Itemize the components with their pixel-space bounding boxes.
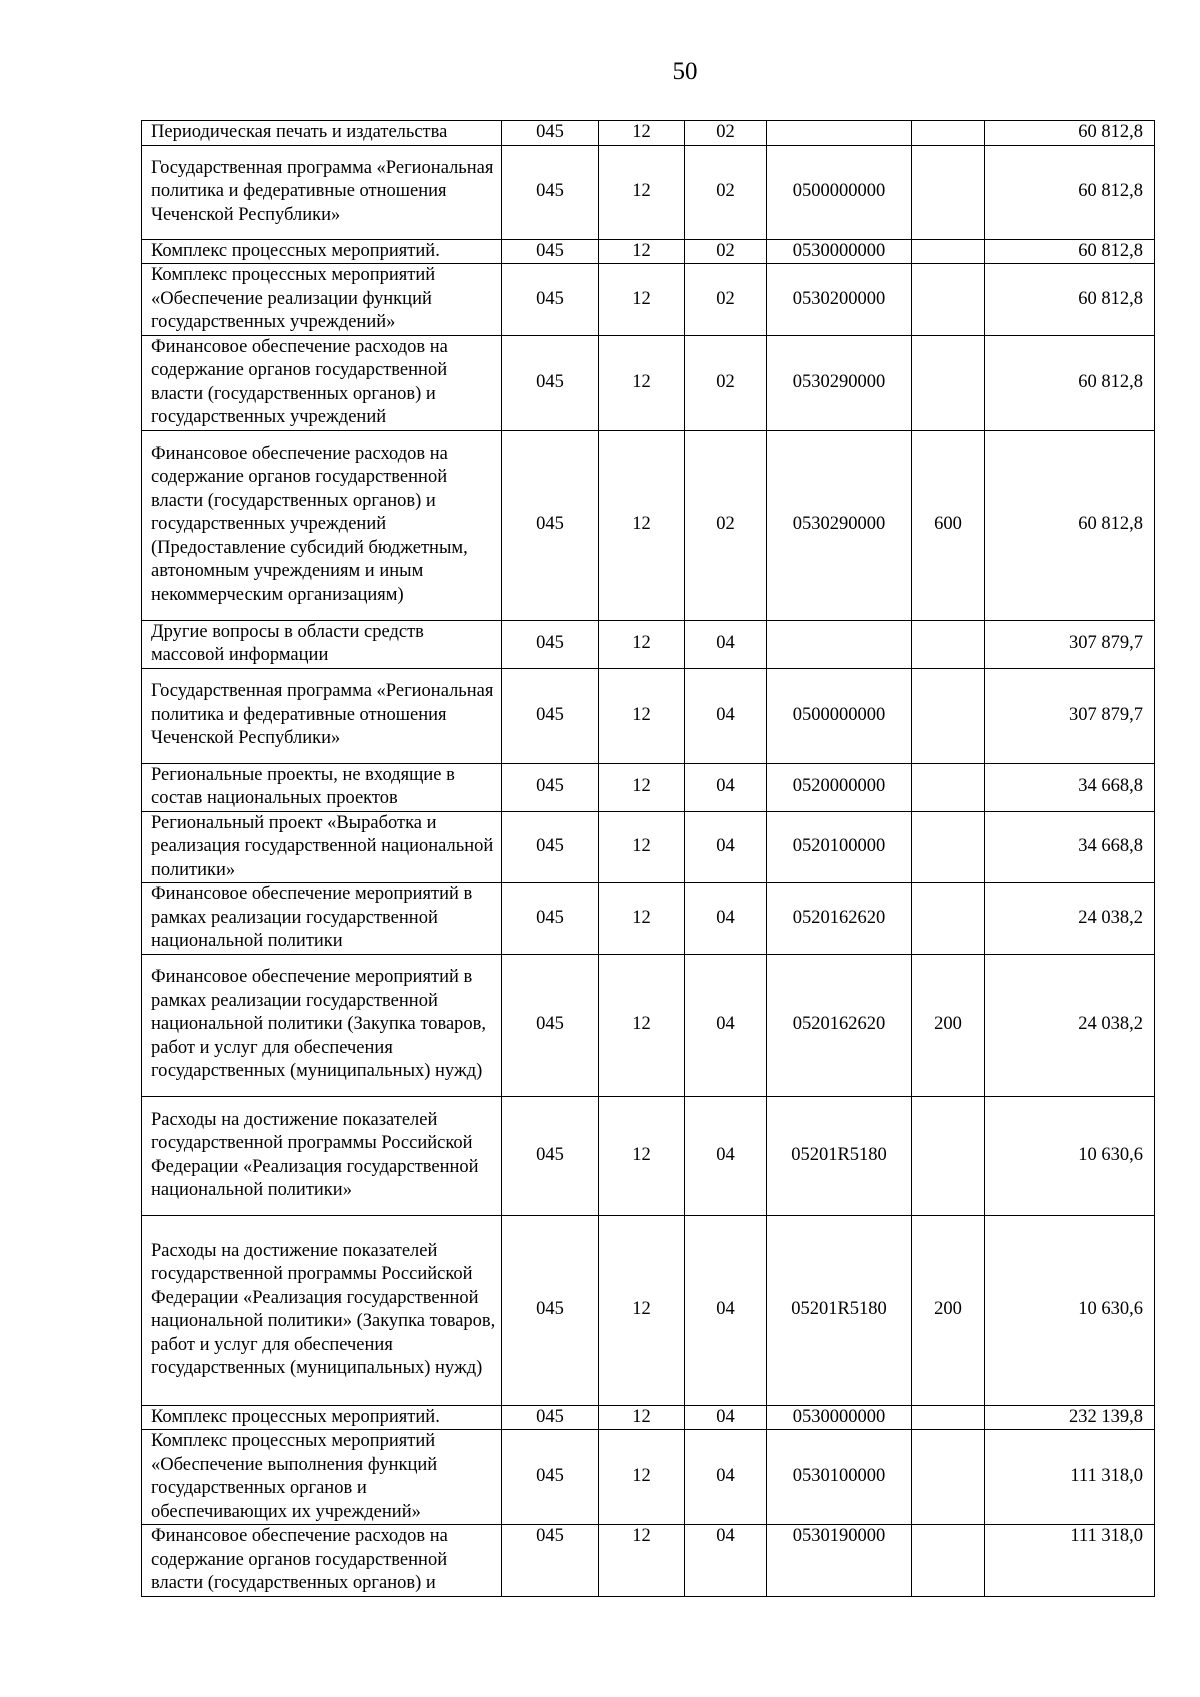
row-sum: 10 630,6	[985, 1215, 1155, 1405]
row-rz: 12	[599, 121, 685, 146]
row-csr: 05201R5180	[767, 1215, 912, 1405]
row-pr: 02	[685, 430, 767, 620]
row-name: Региональный проект «Выработка и реализация государственной национальной политики»	[142, 811, 502, 883]
row-rz: 12	[599, 1430, 685, 1525]
row-sum: 24 038,2	[985, 883, 1155, 955]
row-sum: 60 812,8	[985, 239, 1155, 264]
row-csr: 0530000000	[767, 1405, 912, 1430]
row-name: Расходы на достижение показателей государственной программы Российской Федерации «Реализация государственной национальной политики»	[142, 1096, 502, 1215]
row-pr: 04	[685, 668, 767, 763]
row-csr: 0530290000	[767, 335, 912, 430]
row-pr: 04	[685, 954, 767, 1096]
table-row	[142, 335, 1155, 430]
table-row	[142, 1430, 1155, 1525]
row-rz: 12	[599, 264, 685, 336]
row-sum: 60 812,8	[985, 121, 1155, 146]
row-vr	[912, 145, 985, 239]
row-rz: 12	[599, 883, 685, 955]
row-pr: 04	[685, 883, 767, 955]
row-ved: 045	[502, 430, 599, 620]
row-name: Финансовое обеспечение расходов на содержание органов государственной власти (государственных органов) и государственных учреждений (Предоставление субсидий бюджетным, автономным учреждениям и иным некоммерческим организациям)	[142, 430, 502, 620]
row-name: Государственная программа «Региональная политика и федеративные отношения Чеченской Республики»	[142, 668, 502, 763]
row-rz: 12	[599, 1215, 685, 1405]
row-name: Финансовое обеспечение мероприятий в рамках реализации государственной национальной политики (Закупка товаров, работ и услуг для обеспечения государственных (муниципальных) нужд)	[142, 954, 502, 1096]
row-ved: 045	[502, 239, 599, 264]
row-csr: 0520100000	[767, 811, 912, 883]
row-sum: 307 879,7	[985, 620, 1155, 668]
row-name: Другие вопросы в области средств массовой информации	[142, 620, 502, 668]
row-rz: 12	[599, 335, 685, 430]
row-ved: 045	[502, 1096, 599, 1215]
row-vr: 600	[912, 430, 985, 620]
table-row	[142, 264, 1155, 336]
row-name: Комплекс процессных мероприятий «Обеспечение выполнения функций государственных органов и обеспечивающих их учреждений»	[142, 1430, 502, 1525]
row-sum: 111 318,0	[985, 1525, 1155, 1597]
row-pr: 02	[685, 264, 767, 336]
row-pr: 04	[685, 1405, 767, 1430]
row-ved: 045	[502, 668, 599, 763]
row-rz: 12	[599, 620, 685, 668]
row-name: Региональные проекты, не входящие в состав национальных проектов	[142, 763, 502, 811]
row-ved: 045	[502, 954, 599, 1096]
table-row	[142, 430, 1155, 620]
row-ved: 045	[502, 763, 599, 811]
row-rz: 12	[599, 1405, 685, 1430]
row-vr: 200	[912, 1215, 985, 1405]
row-ved: 045	[502, 121, 599, 146]
row-vr	[912, 264, 985, 336]
row-ved: 045	[502, 620, 599, 668]
row-vr	[912, 883, 985, 955]
row-name: Финансовое обеспечение мероприятий в рамках реализации государственной национальной политики	[142, 883, 502, 955]
row-name: Комплекс процессных мероприятий «Обеспечение реализации функций государственных учреждений»	[142, 264, 502, 336]
row-ved: 045	[502, 1405, 599, 1430]
row-vr	[912, 811, 985, 883]
row-rz: 12	[599, 668, 685, 763]
row-ved: 045	[502, 335, 599, 430]
table-row	[142, 1525, 1155, 1597]
row-name: Комплекс процессных мероприятий.	[142, 1405, 502, 1430]
row-pr: 02	[685, 121, 767, 146]
row-pr: 04	[685, 1525, 767, 1597]
row-rz: 12	[599, 954, 685, 1096]
row-vr	[912, 1096, 985, 1215]
row-name: Финансовое обеспечение расходов на содержание органов государственной власти (государственных органов) и	[142, 1525, 502, 1597]
row-vr	[912, 239, 985, 264]
row-name: Периодическая печать и издательства	[142, 121, 502, 146]
row-pr: 02	[685, 145, 767, 239]
row-pr: 04	[685, 1430, 767, 1525]
row-vr	[912, 620, 985, 668]
row-sum: 111 318,0	[985, 1430, 1155, 1525]
row-vr	[912, 335, 985, 430]
row-sum: 307 879,7	[985, 668, 1155, 763]
table-row	[142, 620, 1155, 668]
row-csr: 05201R5180	[767, 1096, 912, 1215]
row-rz: 12	[599, 430, 685, 620]
table-row	[142, 811, 1155, 883]
table-row	[142, 668, 1155, 763]
table-row	[142, 145, 1155, 239]
row-ved: 045	[502, 883, 599, 955]
row-ved: 045	[502, 145, 599, 239]
budget-table	[141, 120, 1155, 1597]
row-ved: 045	[502, 264, 599, 336]
row-rz: 12	[599, 1525, 685, 1597]
table-row	[142, 239, 1155, 264]
row-name: Финансовое обеспечение расходов на содержание органов государственной власти (государственных органов) и государственных учреждений	[142, 335, 502, 430]
row-name: Расходы на достижение показателей государственной программы Российской Федерации «Реализация государственной национальной политики» (Закупка товаров, работ и услуг для обеспечения государственных (муниципальных) нужд)	[142, 1215, 502, 1405]
row-sum: 10 630,6	[985, 1096, 1155, 1215]
row-ved: 045	[502, 1430, 599, 1525]
row-rz: 12	[599, 145, 685, 239]
row-csr: 0530290000	[767, 430, 912, 620]
row-csr: 0520000000	[767, 763, 912, 811]
row-csr: 0530000000	[767, 239, 912, 264]
table-row	[142, 1215, 1155, 1405]
row-vr	[912, 121, 985, 146]
row-csr: 0500000000	[767, 668, 912, 763]
row-sum: 34 668,8	[985, 763, 1155, 811]
row-ved: 045	[502, 1525, 599, 1597]
row-pr: 02	[685, 335, 767, 430]
row-rz: 12	[599, 239, 685, 264]
row-pr: 04	[685, 1215, 767, 1405]
row-vr	[912, 763, 985, 811]
row-pr: 04	[685, 620, 767, 668]
row-vr	[912, 1525, 985, 1597]
row-vr	[912, 1405, 985, 1430]
row-csr: 0530100000	[767, 1430, 912, 1525]
row-name: Комплекс процессных мероприятий.	[142, 239, 502, 264]
row-name: Государственная программа «Региональная политика и федеративные отношения Чеченской Республики»	[142, 145, 502, 239]
row-pr: 02	[685, 239, 767, 264]
row-rz: 12	[599, 811, 685, 883]
row-csr: 0530200000	[767, 264, 912, 336]
row-rz: 12	[599, 763, 685, 811]
page-number: 50	[672, 58, 698, 85]
row-sum: 60 812,8	[985, 335, 1155, 430]
row-csr: 0520162620	[767, 954, 912, 1096]
row-pr: 04	[685, 763, 767, 811]
row-pr: 04	[685, 1096, 767, 1215]
row-sum: 34 668,8	[985, 811, 1155, 883]
row-csr: 0530190000	[767, 1525, 912, 1597]
row-rz: 12	[599, 1096, 685, 1215]
row-ved: 045	[502, 1215, 599, 1405]
row-vr: 200	[912, 954, 985, 1096]
row-sum: 60 812,8	[985, 264, 1155, 336]
table-row	[142, 121, 1155, 146]
table-row	[142, 763, 1155, 811]
row-sum: 60 812,8	[985, 145, 1155, 239]
row-csr: 0500000000	[767, 145, 912, 239]
table-row	[142, 954, 1155, 1096]
row-ved: 045	[502, 811, 599, 883]
row-sum: 232 139,8	[985, 1405, 1155, 1430]
row-sum: 24 038,2	[985, 954, 1155, 1096]
table-row	[142, 883, 1155, 955]
row-csr	[767, 121, 912, 146]
table-row	[142, 1405, 1155, 1430]
row-vr	[912, 668, 985, 763]
row-vr	[912, 1430, 985, 1525]
row-sum: 60 812,8	[985, 430, 1155, 620]
row-csr	[767, 620, 912, 668]
row-pr: 04	[685, 811, 767, 883]
row-csr: 0520162620	[767, 883, 912, 955]
table-row	[142, 1096, 1155, 1215]
